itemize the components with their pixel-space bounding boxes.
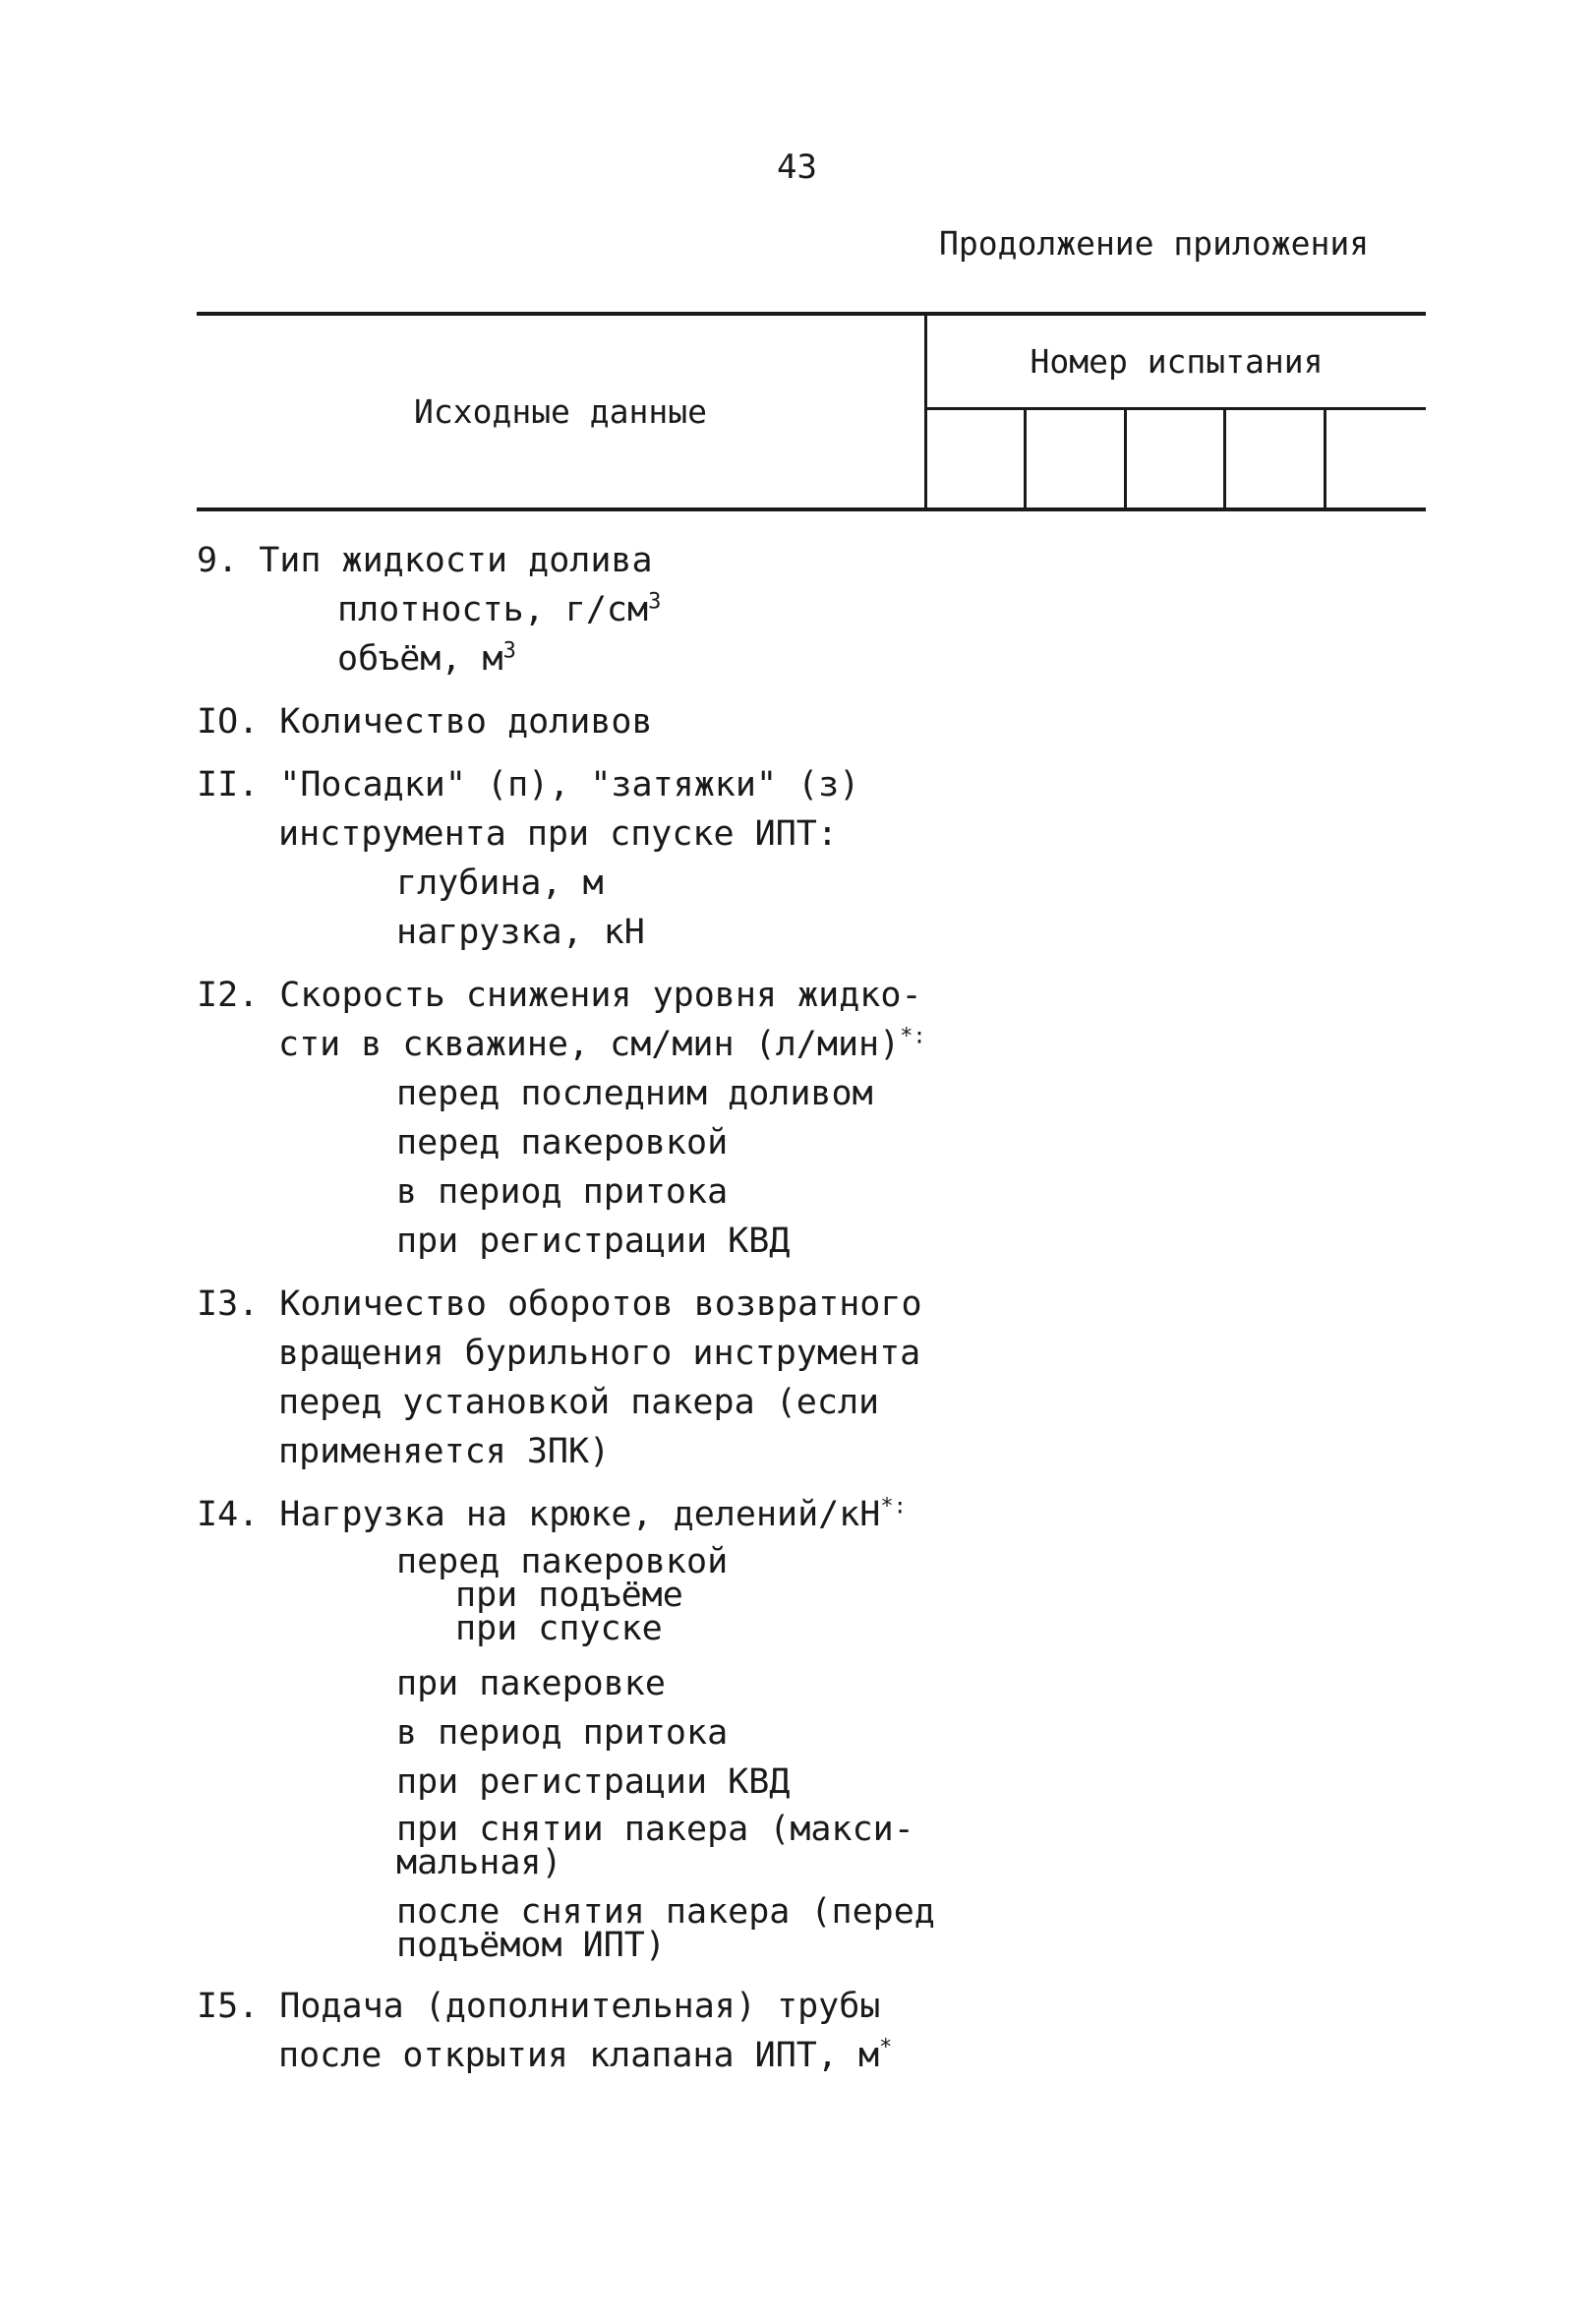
item-continuation: вращения бурильного инструмента [278,1334,921,1373]
item-10 [197,697,1082,746]
item-subline: объём, $м^3$ [337,638,516,679]
continuation-label: Продолжение приложения [939,224,1370,263]
item-subline: при регистрации КВД [396,1222,791,1261]
test-cell [1226,410,1326,507]
item-title: I5. Подача (дополнительная) трубы [197,1987,881,2026]
item-title: I3. Количество оборотов возвратного [197,1284,922,1324]
item-list [197,536,1082,2094]
item-continuation: инструмента при спуске ИПТ: [278,814,838,854]
item-subline: в период притока [396,1713,729,1753]
item-title: I4. Нагрузка на крюке, делений/кН*: [197,1494,907,1534]
item-title: I2. Скорость снижения уровня жидко- [197,976,922,1015]
test-cell [1127,410,1226,507]
test-number-cells [927,410,1426,507]
item-subline: после снятия пакера (перед [396,1892,935,1932]
header-table [197,312,1426,511]
item-title: IO. Количество доливов [197,702,653,742]
item-continuation: применяется ЗПК) [278,1432,611,1471]
item-9 [197,536,1082,684]
item-subline: перед пакеровкой [396,1542,729,1581]
item-subline: при спуске [455,1609,663,1648]
page-number: 43 [777,148,817,187]
test-number-header: Номер испытания [927,316,1426,410]
item-subline: перед последним доливом [396,1074,873,1113]
item-subline: мальная) [396,1843,562,1882]
item-subline: плотность, $г/см^3$ [337,589,662,629]
item-15 [197,1982,1082,2080]
item-continuation: перед установкой пакера (если [278,1383,880,1422]
item-title: II. "Посадки" (п), "затяжки" (з) [197,765,860,804]
item-subline: при снятии пакера (макси- [396,1810,914,1849]
test-number-column [924,316,1426,507]
item-subline: в период притока [396,1172,729,1212]
item-subline: при регистрации КВД [396,1762,791,1802]
item-subline: перед пакеровкой [396,1123,729,1162]
item-continuation: после открытия клапана ИПТ, м* [278,2035,893,2075]
item-subline: нагрузка, кН [396,913,645,952]
item-11 [197,760,1082,957]
item-14 [197,1490,1082,1965]
item-13 [197,1280,1082,1476]
item-subline: подъёмом ИПТ) [396,1926,666,1965]
item-subline: глубина, м [396,864,604,903]
item-12 [197,971,1082,1266]
test-cell [1027,410,1126,507]
item-subline: при пакеровке [396,1664,666,1703]
test-cell [927,410,1027,507]
item-title: 9. Тип жидкости долива [197,541,653,580]
test-cell [1326,410,1426,507]
source-data-header: Исходные данные [413,392,707,431]
item-subline: при подъёме [455,1576,683,1615]
item-continuation: сти в скважине, см/мин (л/мин)*: [278,1024,926,1064]
